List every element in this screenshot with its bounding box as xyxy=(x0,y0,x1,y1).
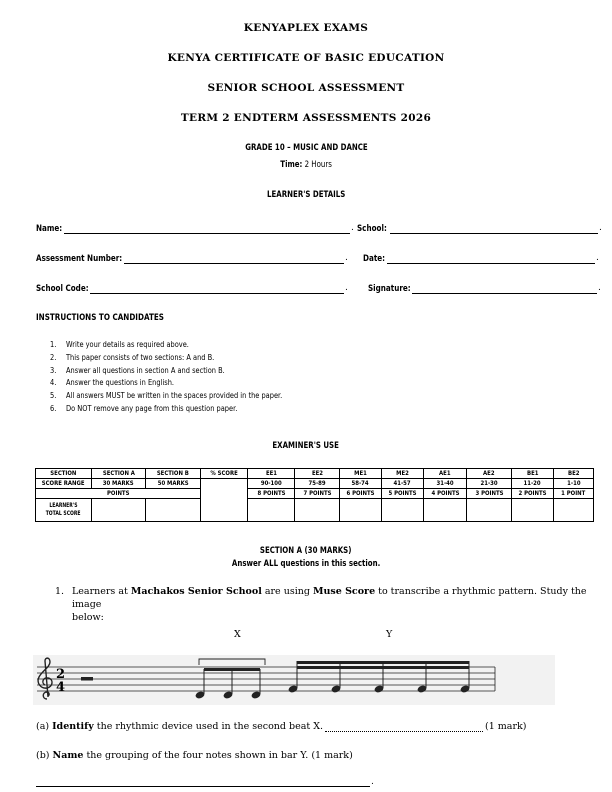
section-a-subtitle: Answer ALL questions in this section. xyxy=(231,559,381,569)
question-1-number: 1. xyxy=(55,586,65,597)
subject-title: GRADE 10 – MUSIC AND DANCE xyxy=(244,143,368,153)
table-cell: 41-57 xyxy=(382,479,424,489)
table-cell: 75-89 xyxy=(295,479,340,489)
school-code-field[interactable] xyxy=(90,293,344,294)
exam-body-title: KENYAPLEX EXAMS xyxy=(243,22,369,34)
sixteenth-notes xyxy=(288,661,471,694)
table-cell: 50 MARKS xyxy=(146,479,201,489)
school-field[interactable] xyxy=(390,233,598,234)
table-cell[interactable] xyxy=(554,499,594,522)
table-cell: 8 POINTS xyxy=(248,489,295,499)
table-cell: 1 POINT xyxy=(554,489,594,499)
table-row xyxy=(36,499,594,522)
assessment-title: SENIOR SCHOOL ASSESSMENT xyxy=(207,82,405,94)
table-cell: 5 POINTS xyxy=(382,489,424,499)
percent-score-cell[interactable] xyxy=(201,479,248,522)
assessment-number-field[interactable] xyxy=(124,263,344,264)
table-cell: SECTION A xyxy=(92,469,146,479)
instruction-item: 4. Answer the questions in English. xyxy=(50,377,175,388)
time-signature-bottom: 4 xyxy=(56,680,66,695)
treble-clef-icon xyxy=(38,658,52,699)
question-1a: (a) Identify the rhythmic device used in the second beat X. xyxy=(36,721,323,732)
instruction-item: 3. Answer all questions in section A and section B. xyxy=(50,364,225,375)
date-field[interactable] xyxy=(387,263,595,264)
table-cell: EE2 xyxy=(295,469,340,479)
table-cell: 90-100 xyxy=(248,479,295,489)
label-y: Y xyxy=(386,629,393,640)
table-cell: 2 POINTS xyxy=(512,489,554,499)
term-title: TERM 2 ENDTERM ASSESSMENTS 2026 xyxy=(180,112,432,124)
table-cell[interactable] xyxy=(295,499,340,522)
table-cell: 6 POINTS xyxy=(340,489,382,499)
table-cell[interactable] xyxy=(340,499,382,522)
table-cell: SECTION B xyxy=(146,469,201,479)
assessment-number-label: Assessment Number: xyxy=(36,254,123,264)
instruction-item: 2. This paper consists of two sections: A and B. xyxy=(50,351,215,362)
learner-details-title: LEARNER'S DETAILS xyxy=(266,190,346,200)
table-cell: EE1 xyxy=(248,469,295,479)
half-rest-icon xyxy=(81,677,93,681)
table-cell: ME2 xyxy=(382,469,424,479)
table-cell: 58-74 xyxy=(340,479,382,489)
question-1-text: Learners at Machakos Senior School are using Muse Score to transcribe a rhythmic pattern. Study the image below: xyxy=(72,586,587,623)
instruction-item: 5. All answers MUST be written in the spaces provided in the paper. xyxy=(50,390,283,401)
table-cell: 30 MARKS xyxy=(92,479,146,489)
label-x: X xyxy=(234,629,241,640)
rhythm-score-image xyxy=(33,655,555,705)
table-cell[interactable] xyxy=(382,499,424,522)
table-cell[interactable] xyxy=(248,499,295,522)
table-cell: 1-10 xyxy=(554,479,594,489)
school-code-label: School Code: xyxy=(36,284,89,294)
table-cell: 4 POINTS xyxy=(424,489,467,499)
table-cell: 7 POINTS xyxy=(295,489,340,499)
instruction-item: 1. Write your details as required above. xyxy=(50,339,189,349)
name-label: Name: xyxy=(36,224,63,234)
table-cell: 3 POINTS xyxy=(467,489,512,499)
instructions-title: INSTRUCTIONS TO CANDIDATES xyxy=(36,313,164,323)
examiners-use-title: EXAMINER'S USE xyxy=(272,441,340,451)
table-cell: SCORE RANGE xyxy=(36,479,92,489)
table-cell: SECTION xyxy=(36,469,92,479)
question-1a-answer-line[interactable] xyxy=(325,731,483,732)
instruction-item: 6. Do NOT remove any page from this question paper. xyxy=(50,402,238,413)
signature-field[interactable] xyxy=(412,293,597,294)
examiners-use-table xyxy=(35,468,594,522)
table-cell: % SCORE xyxy=(201,469,248,479)
table-cell: AE1 xyxy=(424,469,467,479)
table-row xyxy=(36,479,594,489)
triplet-bracket xyxy=(199,659,265,665)
table-cell: BE1 xyxy=(512,469,554,479)
section-a-score-cell[interactable] xyxy=(92,499,146,522)
table-cell: AE2 xyxy=(467,469,512,479)
table-cell: 31-40 xyxy=(424,479,467,489)
name-field[interactable] xyxy=(64,233,350,234)
table-row xyxy=(36,489,594,499)
table-cell[interactable] xyxy=(467,499,512,522)
time-allowed: Time: 2 Hours xyxy=(280,160,332,170)
table-cell[interactable] xyxy=(512,499,554,522)
section-b-score-cell[interactable] xyxy=(146,499,201,522)
time-signature-top: 2 xyxy=(56,667,66,682)
music-staff xyxy=(33,655,555,705)
date-label: Date: xyxy=(363,254,386,264)
question-1a-marks: (1 mark) xyxy=(485,721,527,732)
instructions-list xyxy=(50,338,282,415)
school-label: School: xyxy=(357,224,387,234)
table-cell: POINTS xyxy=(36,489,201,499)
section-a-title: SECTION A (30 MARKS) xyxy=(260,546,352,556)
table-cell: BE2 xyxy=(554,469,594,479)
table-cell: 21-30 xyxy=(467,479,512,489)
total-score-label: LEARNER'S TOTAL SCORE xyxy=(36,499,92,522)
table-row xyxy=(36,469,594,479)
signature-label: Signature: xyxy=(368,284,411,294)
table-cell: ME1 xyxy=(340,469,382,479)
certificate-title: KENYA CERTIFICATE OF BASIC EDUCATION xyxy=(167,52,445,64)
question-1b: (b) Name the grouping of the four notes shown in bar Y. (1 mark) xyxy=(36,750,353,761)
question-1b-answer-line[interactable] xyxy=(36,786,370,787)
table-cell: 11-20 xyxy=(512,479,554,489)
table-cell[interactable] xyxy=(424,499,467,522)
